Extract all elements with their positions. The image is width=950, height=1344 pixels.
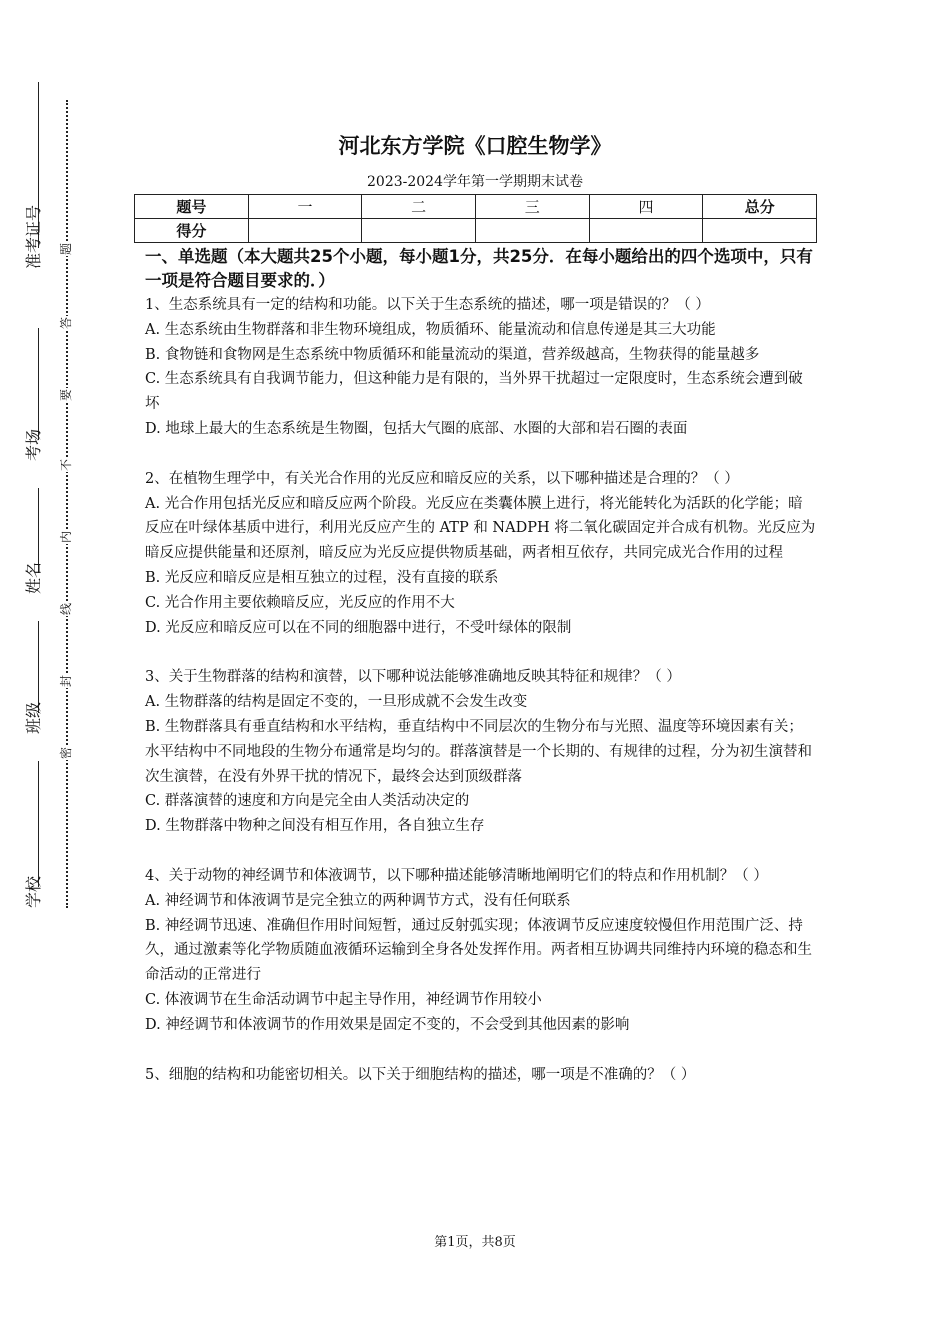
score-table-header-row: [135, 195, 817, 219]
exam-subtitle: 2023-2024学年第一学期期末试卷: [367, 174, 583, 190]
seal-char: 封: [58, 674, 73, 688]
option-a: A. 生物群落的结构是固定不变的，一旦形成就不会发生改变: [145, 694, 528, 711]
question-3: [145, 665, 817, 839]
score-table-cell: 二: [362, 195, 476, 219]
question-4: [145, 864, 817, 1038]
question-stem: 3、关于生物群落的结构和演替，以下哪种说法能够准确地反映其特征和规律？（ ）: [145, 669, 681, 686]
question-stem: 4、关于动物的神经调节和体液调节，以下哪种描述能够清晰地阐明它们的特点和作用机制？（ ）: [145, 867, 768, 884]
score-input-cell[interactable]: [703, 219, 817, 243]
option-d: D. 光反应和暗反应可以在不同的细胞器中进行，不受叶绿体的限制: [145, 619, 572, 636]
option-c: C. 体液调节在生命活动调节中起主导作用，神经调节作用较小: [145, 991, 542, 1008]
score-table-cell: 总分: [703, 195, 817, 219]
score-table-score-row: [135, 219, 817, 243]
option-a: A. 生态系统由生物群落和非生物环境组成，物质循环、能量流动和信息传递是其三大功能: [145, 321, 716, 338]
score-table-cell: 得分: [135, 219, 249, 243]
option-c: C. 生态系统具有自我调节能力，但这种能力是有限的，当外界干扰超过一定限度时，生态系统会遭到破坏: [145, 371, 803, 413]
option-b: B. 光反应和暗反应是相互独立的过程，没有直接的联系: [145, 569, 499, 586]
question-5: [145, 1063, 817, 1088]
exam-room-label: 考场: [22, 440, 46, 488]
binding-dotted-line: [66, 100, 68, 908]
class-label: 班级: [22, 713, 46, 761]
score-input-cell[interactable]: [475, 219, 589, 243]
seal-char: 要: [58, 388, 73, 402]
question-stem: 2、在植物生理学中，有关光合作用的光反应和暗反应的关系，以下哪种描述是合理的？（ ）: [145, 470, 739, 487]
score-table-cell: 题号: [135, 195, 249, 219]
option-b: B. 食物链和食物网是生态系统中物质循环和能量流动的渠道，营养级越高，生物获得的能量越多: [145, 346, 760, 363]
score-input-cell[interactable]: [589, 219, 703, 243]
option-a: A. 光合作用包括光反应和暗反应两个阶段。光反应在类囊体膜上进行，将光能转化为活跃的化学能；暗反应在叶绿体基质中进行，利用光反应产生的 ATP 和 NADPH 将二氧化碳固定并合成有机物。光反应为暗反应提供能量和还原剂，暗反应为光反应提供物质基础，两者相互依存，共同完成光合作用的过程: [145, 495, 816, 562]
seal-char: 答: [58, 316, 73, 330]
score-table-cell: 四: [589, 195, 703, 219]
seal-char: 题: [58, 242, 73, 256]
score-input-cell[interactable]: [248, 219, 362, 243]
section-heading: 一、单选题（本大题共25个小题，每小题1分，共25分．在每小题给出的四个选项中，只有一项是符合题目要求的．）: [145, 247, 813, 290]
exam-number-label: 准考证号: [22, 248, 46, 328]
seal-char: 不: [58, 458, 73, 472]
option-b: B. 神经调节迅速、准确但作用时间短暂，通过反射弧实现；体液调节反应速度较慢但作用范围广泛、持久，通过激素等化学物质随血液循环运输到全身各处发挥作用。两者相互协调共同维持内环境的稳态和生命活动的正常进行: [145, 917, 812, 984]
exam-title: 河北东方学院《口腔生物学》: [338, 134, 612, 158]
score-table: [134, 194, 817, 243]
exam-content: [145, 245, 817, 1087]
option-a: A. 神经调节和体液调节是完全独立的两种调节方式，没有任何联系: [145, 892, 571, 909]
question-1: [145, 293, 817, 442]
score-table-cell: 三: [475, 195, 589, 219]
option-c: C. 群落演替的速度和方向是完全由人类活动决定的: [145, 793, 470, 810]
seal-char: 线: [58, 602, 73, 616]
option-d: D. 生物群落中物种之间没有相互作用，各自独立生存: [145, 818, 485, 835]
option-b: B. 生物群落具有垂直结构和水平结构，垂直结构中不同层次的生物分布与光照、温度等环境因素有关；水平结构中不同地段的生物分布通常是均匀的。群落演替是一个长期的、有规律的过程，分为初生演替和次生演替，在没有外界干扰的情况下，最终会达到顶级群落: [145, 718, 812, 785]
option-d: D. 神经调节和体液调节的作用效果是固定不变的，不会受到其他因素的影响: [145, 1016, 630, 1033]
name-label: 姓名: [22, 573, 46, 621]
question-stem: 1、生态系统具有一定的结构和功能。以下关于生态系统的描述，哪一项是错误的？（ ）: [145, 297, 710, 313]
option-c: C. 光合作用主要依赖暗反应，光反应的作用不大: [145, 594, 455, 611]
option-d: D. 地球上最大的生态系统是生物圈，包括大气圈的底部、水圈的大部和岩石圈的表面: [145, 420, 688, 437]
question-stem: 5、细胞的结构和功能密切相关。以下关于细胞结构的描述，哪一项是不准确的？（ ）: [145, 1066, 696, 1083]
question-2: [145, 467, 817, 641]
seal-char: 密: [58, 746, 73, 760]
score-table-cell: 一: [248, 195, 362, 219]
seal-char: 内: [58, 530, 73, 544]
school-label: 学校: [22, 887, 46, 935]
score-input-cell[interactable]: [362, 219, 476, 243]
page-footer: 第1页，共8页: [434, 1235, 516, 1250]
